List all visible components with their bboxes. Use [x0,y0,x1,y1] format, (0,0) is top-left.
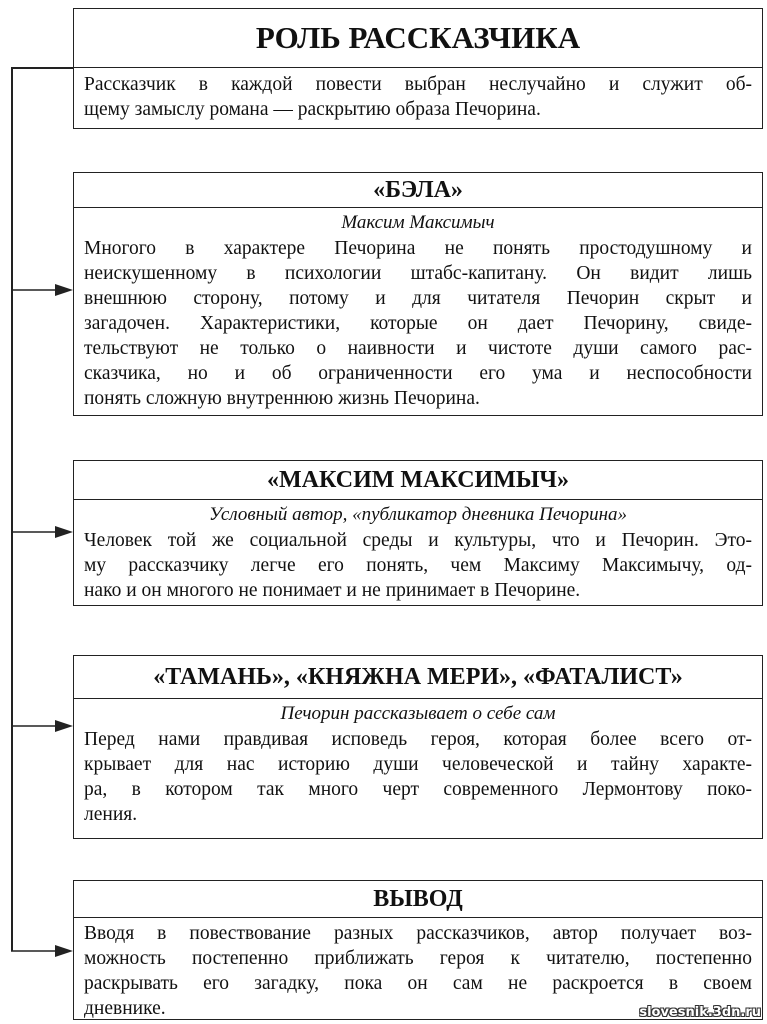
text-line: внешнюю сторону, потому и для читателя Печорин скрыт и [84,288,752,309]
arrow-to-taman [11,719,73,733]
text-line: нако и он многого не понимает и не принимает в Печорине. [84,580,581,601]
text-line: неискушенному в психологии штабс-капитану. Он видит лишь [84,263,752,284]
section-conclusion [73,880,763,1020]
text-line: сказчика, но и об ограниченности его ума и неспособности [84,363,752,384]
text-line: Вводя в повествование разных рассказчиков, автор получает воз- [84,923,752,944]
connector-line [11,67,13,951]
section-heading: «ТАМАНЬ», «КНЯЖНА МЕРИ», «ФАТАЛИСТ» [74,656,762,699]
arrow-to-maksim [11,525,73,539]
text-line: ра, в котором так много черт современного Лермонтову поко- [84,779,752,800]
text-line: ления. [84,804,138,825]
intro-line: Рассказчик в каждой повести выбран неслучайно и служит об- [84,74,752,95]
section-taman [73,655,763,839]
arrow-to-conclusion [11,944,73,958]
intro-box [73,67,763,129]
text-line: крывает для нас историю души человеческой и тайну характе- [84,754,752,775]
text-line: раскрывать его загадку, пока он сам не раскроется в своем [84,973,752,994]
text-line: понять сложную внутреннюю жизнь Печорина. [84,388,480,409]
section-maksim [73,460,763,606]
section-heading: ВЫВОД [74,881,762,918]
narrator-label: Печорин рассказывает о себе сам [280,703,556,724]
narrator-label: Условный автор, «публикатор дневника Печорина» [209,504,627,525]
connector-stub [11,67,73,69]
intro-line: щему замыслу романа — раскрытию образа Печорина. [84,99,541,120]
narrator-label: Максим Максимыч [341,212,495,233]
text-line: Многого в характере Печорина не понять простодушному и [84,238,752,259]
text-line: тельствуют не только о наивности и чистоте души самого рас- [84,338,752,359]
text-line: можность постепенно приближать героя к читателю, постепенно [84,948,752,969]
text-line: дневнике. [84,998,166,1019]
arrow-to-bela [11,283,73,297]
section-heading: «МАКСИМ МАКСИМЫЧ» [74,461,762,500]
watermark: slovesnik.3dn.ru [639,1005,761,1020]
section-bela [73,172,763,416]
page-title: РОЛЬ РАССКАЗЧИКА [73,8,763,68]
text-line: му рассказчику легче его понять, чем Максиму Максимычу, од- [84,555,752,576]
text-line: Перед нами правдивая исповедь героя, которая более всего от- [84,729,752,750]
text-line: загадочен. Характеристики, которые он дает Печорину, свиде- [84,313,752,334]
text-line: Человек той же социальной среды и культуры, что и Печорин. Это- [84,530,752,551]
section-heading: «БЭЛА» [74,173,762,208]
